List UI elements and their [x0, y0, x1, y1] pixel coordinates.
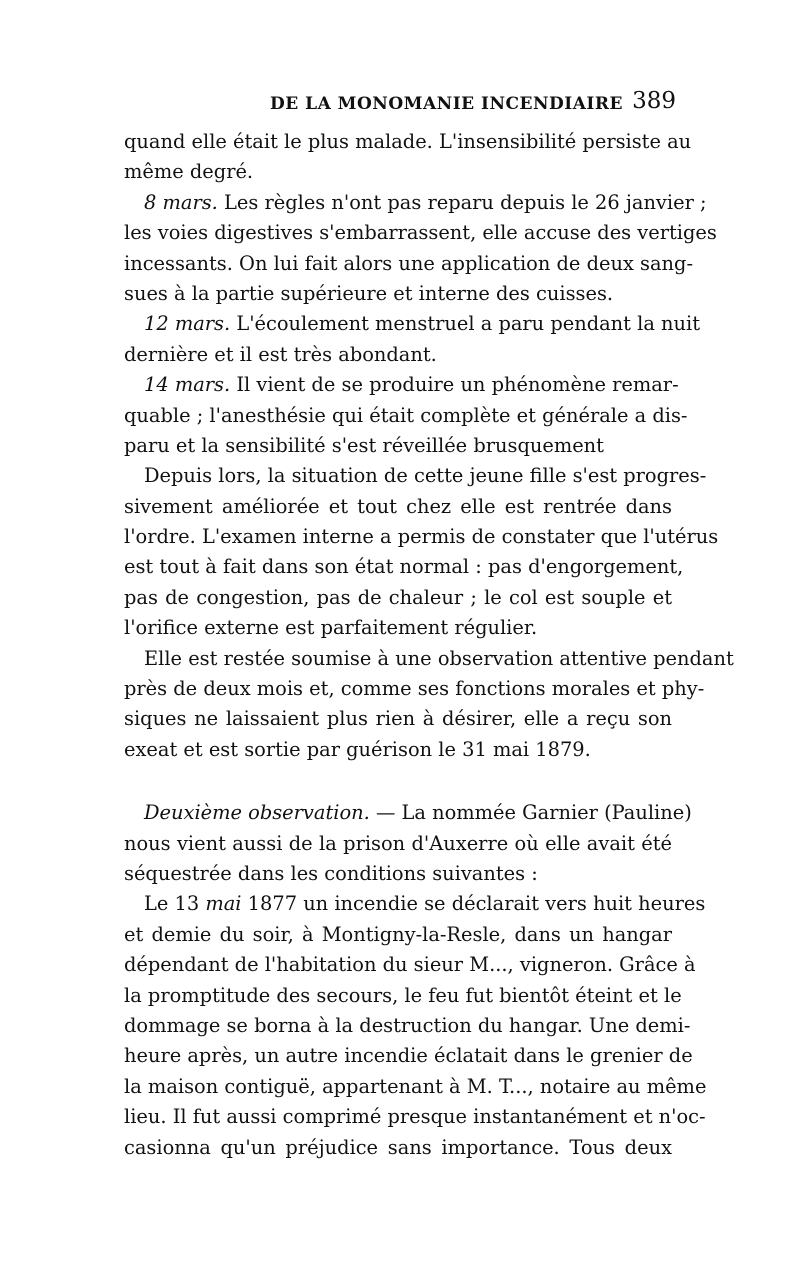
- text-line: [124, 188, 707, 218]
- text-line: l'orifice externe est parfaitement régulier.: [124, 616, 538, 640]
- text-line: dépendant de l'habitation du sieur M..., vigneron. Grâce à: [124, 953, 696, 977]
- entry-date: 8 mars.: [144, 190, 218, 214]
- text-line: pas de congestion, pas de chaleur ; le col est souple et: [124, 585, 672, 609]
- paragraph: [124, 644, 734, 766]
- text-line: la maison contiguë, appartenant à M. T..., notaire au même: [124, 1074, 707, 1098]
- entry-date: 12 mars.: [144, 312, 231, 336]
- text-line: séquestrée dans les conditions suivantes :: [124, 861, 538, 885]
- text-line: près de deux mois et, comme ses fonctions morales et phy-: [124, 677, 705, 701]
- text-line: siques ne laissaient plus rien à désirer, elle a reçu son: [124, 707, 672, 731]
- text-line: sivement améliorée et tout chez elle est rentrée dans: [124, 494, 672, 518]
- text-line: nous vient aussi de la prison d'Auxerre où elle avait été: [124, 831, 672, 855]
- text-line: les voies digestives s'embarrassent, elle accuse des vertiges: [124, 221, 717, 245]
- page-header: [124, 88, 676, 120]
- body-text: [124, 127, 734, 1163]
- observation-title: Deuxième observation.: [144, 801, 370, 825]
- text-run: Il vient de se produire un phénomène remar-: [230, 373, 679, 397]
- text-line: [124, 889, 706, 919]
- paragraph: [124, 188, 717, 310]
- entry-date: 14 mars.: [144, 373, 231, 397]
- page-number: 389: [632, 88, 676, 114]
- text-line: incessants. On lui fait alors une application de deux sang-: [124, 251, 694, 275]
- entry-date: mai: [205, 892, 242, 916]
- text-run: L'écoulement menstruel a paru pendant la nuit: [230, 312, 701, 336]
- text-line: [124, 309, 701, 339]
- paragraph: [124, 309, 701, 370]
- text-line: est tout à fait dans son état normal : pas d'engorgement,: [124, 555, 684, 579]
- text-line: heure après, un autre incendie éclatait dans le grenier de: [124, 1044, 693, 1068]
- text-line: et demie du soir, à Montigny-la-Resle, dans un hangar: [124, 922, 672, 946]
- text-line: [124, 370, 679, 400]
- text-line: même degré.: [124, 160, 254, 184]
- text-line: Depuis lors, la situation de cette jeune fille s'est progres-: [144, 464, 707, 488]
- text-run: 1877 un incendie se déclarait vers huit heures: [241, 892, 706, 916]
- text-line: casionna qu'un préjudice sans importance. Tous deux: [124, 1135, 672, 1159]
- text-run: Les règles n'ont pas reparu depuis le 26 janvier ;: [217, 190, 707, 214]
- section-gap: [124, 765, 672, 798]
- text-line: exeat et est sortie par guérison le 31 mai 1879.: [124, 737, 591, 761]
- text-line: l'ordre. L'examen interne a permis de constater que l'utérus: [124, 525, 719, 549]
- text-run: — La nommée Garnier (Pauline): [369, 801, 692, 825]
- text-line: la promptitude des secours, le feu fut bientôt éteint et le: [124, 983, 682, 1007]
- paragraph: [124, 798, 692, 889]
- text-run: Le 13: [144, 892, 206, 916]
- paragraph: [124, 461, 719, 643]
- text-line: paru et la sensibilité s'est réveillée brusquement: [124, 433, 604, 457]
- text-line: quable ; l'anesthésie qui était complète et générale a dis-: [124, 403, 688, 427]
- paragraph: [124, 889, 707, 1163]
- text-line: dernière et il est très abondant.: [124, 342, 437, 366]
- text-line: lieu. Il fut aussi comprimé presque instantanément et n'oc-: [124, 1105, 706, 1129]
- text-line: sues à la partie supérieure et interne des cuisses.: [124, 281, 614, 305]
- text-line: [124, 798, 692, 828]
- paragraph: [124, 370, 688, 461]
- text-line: Elle est restée soumise à une observation attentive pendant: [144, 646, 734, 670]
- paragraph: [124, 127, 692, 188]
- running-title: DE LA MONOMANIE INCENDIAIRE: [270, 94, 623, 114]
- text-line: quand elle était le plus malade. L'insensibilité persiste au: [124, 130, 692, 153]
- text-line: dommage se borna à la destruction du hangar. Une demi-: [124, 1013, 691, 1037]
